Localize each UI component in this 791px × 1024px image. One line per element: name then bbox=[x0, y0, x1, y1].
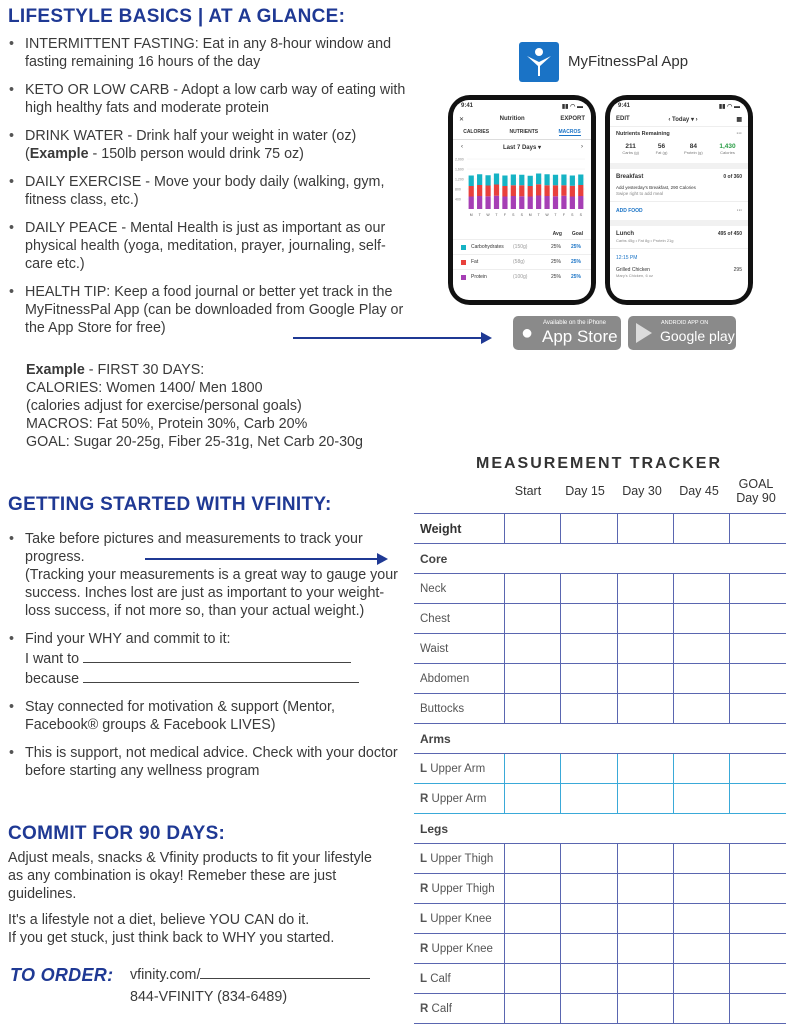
x-tick-label: T bbox=[495, 213, 498, 217]
x-tick-label: F bbox=[503, 213, 506, 217]
tracker-row bbox=[414, 964, 786, 994]
tracker-cell[interactable] bbox=[673, 754, 729, 784]
tracker-cell[interactable] bbox=[505, 574, 561, 604]
tracker-cell[interactable] bbox=[617, 514, 673, 544]
bar-segment bbox=[544, 174, 549, 185]
list-item: • This is support, not medical advice. Check with your doctor before starting any wellness program bbox=[8, 744, 398, 780]
x-tick-label: S bbox=[512, 213, 515, 217]
tracker-row-label: Chest bbox=[414, 604, 505, 634]
swatch-icon bbox=[461, 245, 466, 250]
tracker-cell[interactable] bbox=[617, 574, 673, 604]
bar-segment bbox=[485, 186, 490, 197]
commit-text: Adjust meals, snacks & Vfinity products to fit your lifestyle as any combination is okay! Remeber these are just guidelines. It's a lifestyle not a diet, believe YOU CAN do it. If you get stuck, just think back to WHY you started. bbox=[8, 850, 372, 946]
tracker-row bbox=[414, 904, 786, 934]
bar-segment bbox=[561, 175, 566, 186]
swatch-icon bbox=[461, 275, 466, 280]
tracker-cell[interactable] bbox=[617, 934, 673, 964]
measurement-table bbox=[414, 513, 786, 1024]
tracker-row bbox=[414, 934, 786, 964]
tracker-row bbox=[414, 514, 786, 544]
bar-segment bbox=[494, 185, 499, 196]
bar-segment bbox=[528, 176, 533, 186]
bar-segment bbox=[553, 196, 558, 209]
arrow-right-icon bbox=[293, 330, 493, 346]
tracker-cell[interactable] bbox=[730, 874, 786, 904]
tracker-cell[interactable] bbox=[561, 964, 617, 994]
list-item: • INTERMITTENT FASTING: Eat in any 8-hour window and fasting remaining 16 hours of the day bbox=[8, 35, 408, 71]
list-item: • DRINK WATER - Drink half your weight in water (oz) (Example - 150lb person would drink 75 oz) bbox=[8, 127, 408, 163]
list-item: • Take before pictures and measurements to track your progress. (Tracking your measurements is a great way to gauge your success. Inches lost are just as important to your weight-loss success, if not more so, than your actual weight.) bbox=[8, 530, 398, 620]
tracker-cell[interactable] bbox=[730, 754, 786, 784]
tracker-cell[interactable] bbox=[561, 844, 617, 874]
tracker-cell[interactable] bbox=[730, 934, 786, 964]
bar-segment bbox=[477, 174, 482, 185]
tracker-cell[interactable] bbox=[561, 694, 617, 724]
tracker-row bbox=[414, 694, 786, 724]
bar-segment bbox=[502, 186, 507, 197]
lifestyle-title: LIFESTYLE BASICS | AT A GLANCE: bbox=[8, 6, 346, 27]
tracker-row-label: Abdomen bbox=[414, 664, 505, 694]
order-phone: 844-VFINITY (834-6489) bbox=[130, 989, 288, 1005]
tracker-cell[interactable] bbox=[617, 754, 673, 784]
tracker-cell[interactable] bbox=[505, 844, 561, 874]
tracker-cell[interactable] bbox=[730, 604, 786, 634]
tracker-cell[interactable] bbox=[505, 934, 561, 964]
y-tick-label: 1,200 bbox=[455, 177, 464, 182]
bar-segment bbox=[561, 196, 566, 209]
tracker-cell[interactable] bbox=[673, 904, 729, 934]
col-day45: Day 45 bbox=[679, 484, 719, 498]
bar-segment bbox=[570, 186, 575, 197]
tracker-row bbox=[414, 664, 786, 694]
y-tick-label: 400 bbox=[455, 197, 461, 202]
myfitnesspal-logo-icon bbox=[519, 42, 559, 82]
phone-diary: 9:41 ▮▮ ◠ ▬ EDIT ‹ Today ▾ › ▦ Nutrients Remaining ··· 211 Carbs (g) 56 Fat (g) 84 Protein (g) 1,430 Calories Breakfast 0 of 360 Add yesterday's Breakfast, 290 Calories Swipe right to add meal ADD FOOD ··· Lunch 495 of 450 Carbs 45g • Fat 8g • Protein 21g 12:15 PM Grilled Chicken 295 Mary's Chicken, 6 oz bbox=[605, 95, 753, 305]
list-item: • HEALTH TIP: Keep a food journal or better yet track in the MyFitnessPal App (can be downloaded from Google Play or the App Store for free) bbox=[8, 283, 408, 337]
x-tick-label: T bbox=[537, 213, 540, 217]
tracker-cell[interactable] bbox=[505, 964, 561, 994]
tab-macros[interactable]: MACROS bbox=[558, 129, 581, 135]
tracker-cell[interactable] bbox=[673, 874, 729, 904]
tracker-cell[interactable] bbox=[505, 874, 561, 904]
tracker-cell[interactable] bbox=[617, 634, 673, 664]
x-tick-label: S bbox=[571, 213, 574, 217]
bar-segment bbox=[477, 196, 482, 209]
tracker-cell[interactable] bbox=[505, 694, 561, 724]
x-tick-label: W bbox=[486, 213, 490, 217]
tracker-cell[interactable] bbox=[617, 904, 673, 934]
tracker-cell[interactable] bbox=[617, 994, 673, 1024]
x-tick-label: W bbox=[545, 213, 549, 217]
tracker-cell[interactable] bbox=[561, 514, 617, 544]
bar-segment bbox=[469, 186, 474, 197]
bar-segment bbox=[536, 196, 541, 210]
tracker-cell[interactable] bbox=[673, 664, 729, 694]
tracker-cell[interactable] bbox=[673, 694, 729, 724]
tracker-cell[interactable] bbox=[561, 874, 617, 904]
tracker-cell[interactable] bbox=[730, 784, 786, 814]
commit-title: COMMIT FOR 90 DAYS: bbox=[8, 823, 226, 844]
tracker-row-label: Arms bbox=[414, 724, 786, 754]
bar-segment bbox=[578, 196, 583, 209]
macro-row: Fat (58g) 25% 25% bbox=[453, 254, 591, 269]
example-block: Example - FIRST 30 DAYS: CALORIES: Women 1400/ Men 1800 (calories adjust for exercise/personal goals) MACROS: Fat 50%, Protein 30%, Carb 20% GOAL: Sugar 20-25g, Fiber 25-31g, Net Carb 20-30g bbox=[26, 362, 363, 450]
getting-started-title: GETTING STARTED WITH VFINITY: bbox=[8, 494, 332, 515]
tracker-cell[interactable] bbox=[505, 514, 561, 544]
tracker-row bbox=[414, 994, 786, 1024]
tracker-row-label: Buttocks bbox=[414, 694, 505, 724]
tab-nutrients[interactable]: NUTRIENTS bbox=[509, 129, 539, 135]
bar-segment bbox=[519, 185, 524, 196]
tracker-cell[interactable] bbox=[505, 604, 561, 634]
tracker-cell[interactable] bbox=[673, 784, 729, 814]
bar-segment bbox=[485, 196, 490, 209]
tracker-cell[interactable] bbox=[617, 964, 673, 994]
tracker-cell[interactable] bbox=[673, 634, 729, 664]
col-day15: Day 15 bbox=[565, 484, 605, 498]
bar-segment bbox=[578, 185, 583, 196]
tracker-row-label: L Upper Knee bbox=[414, 904, 505, 934]
tracker-row-label: R Upper Arm bbox=[414, 784, 505, 814]
tracker-cell[interactable] bbox=[561, 934, 617, 964]
tracker-cell[interactable] bbox=[561, 634, 617, 664]
tracker-row bbox=[414, 724, 786, 754]
tracker-row bbox=[414, 814, 786, 844]
bar-segment bbox=[561, 185, 566, 196]
bar-segment bbox=[536, 174, 541, 185]
tracker-cell[interactable] bbox=[505, 634, 561, 664]
bar-segment bbox=[511, 185, 516, 196]
tracker-row-label: L Upper Arm bbox=[414, 754, 505, 784]
tracker-row-label: R Calf bbox=[414, 994, 505, 1024]
bar-segment bbox=[494, 174, 499, 185]
tracker-cell[interactable] bbox=[561, 664, 617, 694]
why-line-1[interactable] bbox=[83, 648, 351, 663]
why-line-2[interactable] bbox=[83, 668, 359, 683]
list-item: • Stay connected for motivation & support (Mentor, Facebook® groups & Facebook LIVES) bbox=[8, 698, 398, 734]
col-goal: GOAL Day 90 bbox=[736, 477, 776, 505]
tracker-cell[interactable] bbox=[617, 844, 673, 874]
tracker-cell[interactable] bbox=[505, 784, 561, 814]
tracker-cell[interactable] bbox=[673, 844, 729, 874]
tracker-cell[interactable] bbox=[730, 694, 786, 724]
apple-icon: ● bbox=[521, 322, 534, 344]
tracker-row-label: Weight bbox=[414, 514, 505, 544]
calendar-icon[interactable]: ▦ bbox=[736, 117, 742, 123]
tracker-cell[interactable] bbox=[505, 994, 561, 1024]
bar-segment bbox=[519, 196, 524, 209]
tracker-cell[interactable] bbox=[730, 514, 786, 544]
bar-segment bbox=[578, 175, 583, 186]
tracker-row bbox=[414, 544, 786, 574]
bar-segment bbox=[528, 186, 533, 197]
x-tick-label: S bbox=[520, 213, 523, 217]
tracker-row bbox=[414, 574, 786, 604]
x-tick-label: M bbox=[469, 213, 473, 217]
tracker-cell[interactable] bbox=[673, 574, 729, 604]
arrow-right-icon bbox=[145, 551, 390, 567]
bar-segment bbox=[553, 175, 558, 186]
tracker-cell[interactable] bbox=[561, 604, 617, 634]
tracker-cell[interactable] bbox=[617, 604, 673, 634]
list-item: • DAILY PEACE - Mental Health is just as important as our physical health (yoga, meditation, prayer, journaling, self-care etc.) bbox=[8, 219, 408, 273]
list-item: • DAILY EXERCISE - Move your body daily (walking, gym, fitness class, etc.) bbox=[8, 173, 408, 209]
tracker-row-label: L Upper Thigh bbox=[414, 844, 505, 874]
tracker-cell[interactable] bbox=[730, 844, 786, 874]
tracker-row-label: R Upper Thigh bbox=[414, 874, 505, 904]
bar-segment bbox=[544, 196, 549, 209]
macro-bar-chart bbox=[453, 155, 591, 227]
tracker-cell[interactable] bbox=[561, 784, 617, 814]
bar-segment bbox=[469, 176, 474, 187]
tracker-cell[interactable] bbox=[673, 964, 729, 994]
bar-segment bbox=[528, 197, 533, 210]
tracker-cell[interactable] bbox=[617, 694, 673, 724]
google-play-badge[interactable]: ANDROID APP ON Google play bbox=[628, 316, 736, 350]
tracker-cell[interactable] bbox=[730, 994, 786, 1024]
lifestyle-list bbox=[8, 35, 408, 347]
tracker-cell[interactable] bbox=[730, 664, 786, 694]
getting-started-list bbox=[8, 530, 398, 790]
tracker-cell[interactable] bbox=[730, 634, 786, 664]
tracker-cell[interactable] bbox=[561, 904, 617, 934]
tab-calories[interactable]: CALORIES bbox=[463, 129, 490, 135]
play-icon bbox=[636, 323, 652, 343]
tracker-cell[interactable] bbox=[561, 754, 617, 784]
list-item: • KETO OR LOW CARB - Adopt a low carb way of eating with high healthy fats and moderate protein bbox=[8, 81, 408, 117]
tracker-row-label: Waist bbox=[414, 634, 505, 664]
tracker-cell[interactable] bbox=[505, 664, 561, 694]
tracker-row-label: R Upper Knee bbox=[414, 934, 505, 964]
order-label: TO ORDER: bbox=[10, 965, 114, 985]
tracker-row-label: Core bbox=[414, 544, 786, 574]
tracker-row bbox=[414, 754, 786, 784]
tracker-cell[interactable] bbox=[673, 514, 729, 544]
tracker-title: MEASUREMENT TRACKER bbox=[476, 455, 722, 472]
list-item: • Find your WHY and commit to it: I want to because bbox=[8, 630, 398, 688]
x-tick-label: T bbox=[554, 213, 557, 217]
y-tick-label: 1,600 bbox=[455, 167, 464, 172]
tracker-cell[interactable] bbox=[673, 934, 729, 964]
tracker-row bbox=[414, 844, 786, 874]
phone-nutrition: 9:41 ▮▮ ◠ ▬ ✕ Nutrition EXPORT CALORIES NUTRIENTS MACROS ‹ Last 7 Days ▾ › 2,000 1,600 1,200 800 400 M T W T F S S M T W T F S S Avg Goal Carbohydrates (150g) 25% 25% Fat (58g) 25% 25% Protein (100g) 25% 25% bbox=[448, 95, 596, 305]
col-start: Start bbox=[514, 484, 542, 498]
tracker-cell[interactable] bbox=[617, 784, 673, 814]
tracker-cell[interactable] bbox=[673, 994, 729, 1024]
tracker-cell[interactable] bbox=[673, 604, 729, 634]
bar-segment bbox=[502, 176, 507, 187]
tracker-cell[interactable] bbox=[505, 754, 561, 784]
x-tick-label: T bbox=[478, 213, 481, 217]
bar-segment bbox=[536, 184, 541, 195]
tracker-row-label: Neck bbox=[414, 574, 505, 604]
tracker-cell[interactable] bbox=[730, 964, 786, 994]
macro-row: Protein (100g) 25% 25% bbox=[453, 269, 591, 284]
y-tick-label: 800 bbox=[455, 187, 461, 192]
col-day30: Day 30 bbox=[622, 484, 662, 498]
order-url: vfinity.com/ bbox=[130, 964, 370, 984]
tracker-row-label: Legs bbox=[414, 814, 786, 844]
tracker-cell[interactable] bbox=[730, 574, 786, 604]
bar-segment bbox=[544, 185, 549, 196]
bar-segment bbox=[570, 197, 575, 210]
x-tick-label: S bbox=[579, 213, 582, 217]
app-name: MyFitnessPal App bbox=[568, 53, 689, 70]
bar-segment bbox=[553, 185, 558, 196]
tracker-cell[interactable] bbox=[617, 664, 673, 694]
swatch-icon bbox=[461, 260, 466, 265]
tracker-row bbox=[414, 604, 786, 634]
y-tick-label: 2,000 bbox=[455, 157, 464, 162]
bar-segment bbox=[494, 196, 499, 209]
close-icon[interactable]: ✕ bbox=[459, 117, 465, 123]
tracker-cell[interactable] bbox=[730, 904, 786, 934]
tracker-row bbox=[414, 874, 786, 904]
macro-row: Carbohydrates (150g) 25% 25% bbox=[453, 239, 591, 254]
x-tick-label: M bbox=[528, 213, 532, 217]
bar-segment bbox=[519, 175, 524, 186]
bar-segment bbox=[511, 196, 516, 209]
bar-segment bbox=[502, 197, 507, 210]
app-store-badge[interactable]: ● Available on the iPhone App Store bbox=[513, 316, 621, 350]
bar-segment bbox=[469, 197, 474, 210]
bar-segment bbox=[570, 176, 575, 186]
bar-segment bbox=[477, 185, 482, 196]
tracker-row-label: L Calf bbox=[414, 964, 505, 994]
macro-legend bbox=[453, 239, 591, 284]
tracker-cell[interactable] bbox=[561, 574, 617, 604]
tracker-cell[interactable] bbox=[561, 994, 617, 1024]
tracker-cell[interactable] bbox=[617, 874, 673, 904]
tracker-row bbox=[414, 634, 786, 664]
bar-segment bbox=[511, 175, 516, 186]
x-tick-label: F bbox=[562, 213, 565, 217]
tracker-row bbox=[414, 784, 786, 814]
tracker-cell[interactable] bbox=[505, 904, 561, 934]
bar-segment bbox=[485, 175, 490, 185]
